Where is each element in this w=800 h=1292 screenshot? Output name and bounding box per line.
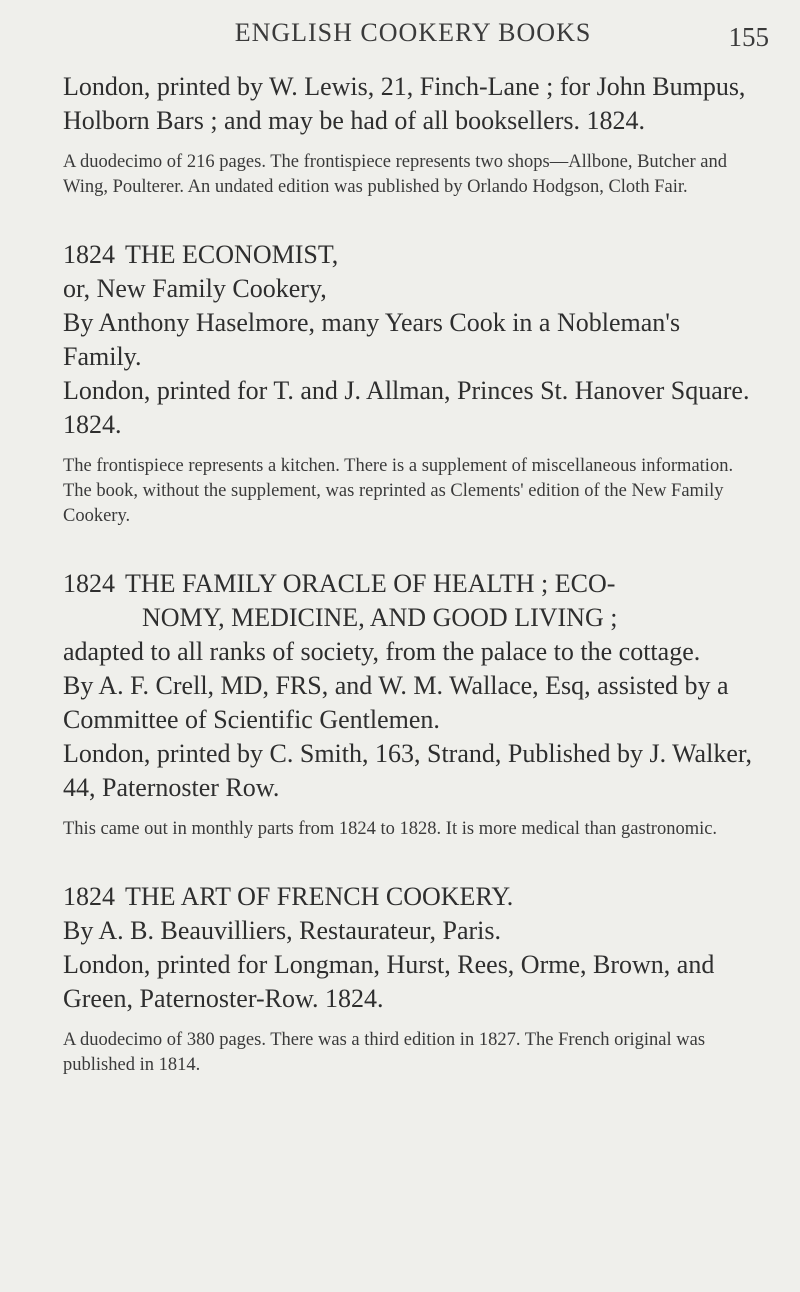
entry-heading bbox=[63, 238, 763, 272]
entry-heading bbox=[63, 567, 763, 601]
entry-title-continued: NOMY, MEDICINE, AND GOOD LIVING ; bbox=[142, 603, 618, 632]
entry-note: A duodecimo of 380 pages. There was a third edition in 1827. The French original was published in 1814. bbox=[63, 1030, 706, 1075]
entry-art-of-french-cookery bbox=[63, 880, 763, 1078]
running-title: ENGLISH COOKERY BOOKS bbox=[234, 18, 592, 47]
running-head bbox=[63, 10, 769, 52]
entry-line: By Anthony Haselmore, many Years Cook in a Nobleman's Family. bbox=[63, 308, 681, 371]
entry-year: 1824 bbox=[63, 882, 115, 911]
entry-line: London, printed for T. and J. Allman, Princes St. Hanover Square. 1824. bbox=[63, 376, 750, 439]
entry-title: THE ECONOMIST, bbox=[125, 240, 339, 269]
entry-heading bbox=[63, 880, 763, 914]
entry-note: This came out in monthly parts from 1824 to 1828. It is more medical than gastronomic. bbox=[63, 819, 718, 839]
entry-economist bbox=[63, 238, 763, 529]
page-number: 155 bbox=[728, 22, 769, 52]
entry-family-oracle bbox=[63, 567, 763, 842]
entry-title: THE FAMILY ORACLE OF HEALTH ; ECO- bbox=[125, 569, 616, 598]
entry-line: London, printed for Longman, Hurst, Rees, Orme, Brown, and Green, Paternoster-Row. 1824. bbox=[63, 950, 715, 1013]
entry-line: London, printed by C. Smith, 163, Strand, Published by J. Walker, 44, Paternoster Row. bbox=[63, 739, 752, 802]
entry-year: 1824 bbox=[63, 569, 115, 598]
entry-year: 1824 bbox=[63, 240, 115, 269]
entry-line: By A. F. Crell, MD, FRS, and W. M. Wallace, Esq, assisted by a Committee of Scientific Gentlemen. bbox=[63, 671, 729, 734]
continued-imprint: London, printed by W. Lewis, 21, Finch-Lane ; for John Bumpus, Holborn Bars ; and may be had of all booksellers. 1824. bbox=[63, 72, 746, 135]
entry-title: THE ART OF FRENCH COOKERY. bbox=[125, 882, 514, 911]
continued-note: A duodecimo of 216 pages. The frontispiece represents two shops—Allbone, Butcher and Wing, Poulterer. An undated edition was published by Orlando Hodgson, Cloth Fair. bbox=[63, 152, 727, 197]
entry-line: or, New Family Cookery, bbox=[63, 274, 327, 303]
book-page bbox=[63, 10, 769, 1078]
entry-note: The frontispiece represents a kitchen. There is a supplement of miscellaneous information. The book, without the supplement, was reprinted as Clements' edition of the New Family Cookery. bbox=[63, 456, 734, 526]
entry-line: adapted to all ranks of society, from the palace to the cottage. bbox=[63, 637, 701, 666]
entry-line: By A. B. Beauvilliers, Restaurateur, Paris. bbox=[63, 916, 502, 945]
